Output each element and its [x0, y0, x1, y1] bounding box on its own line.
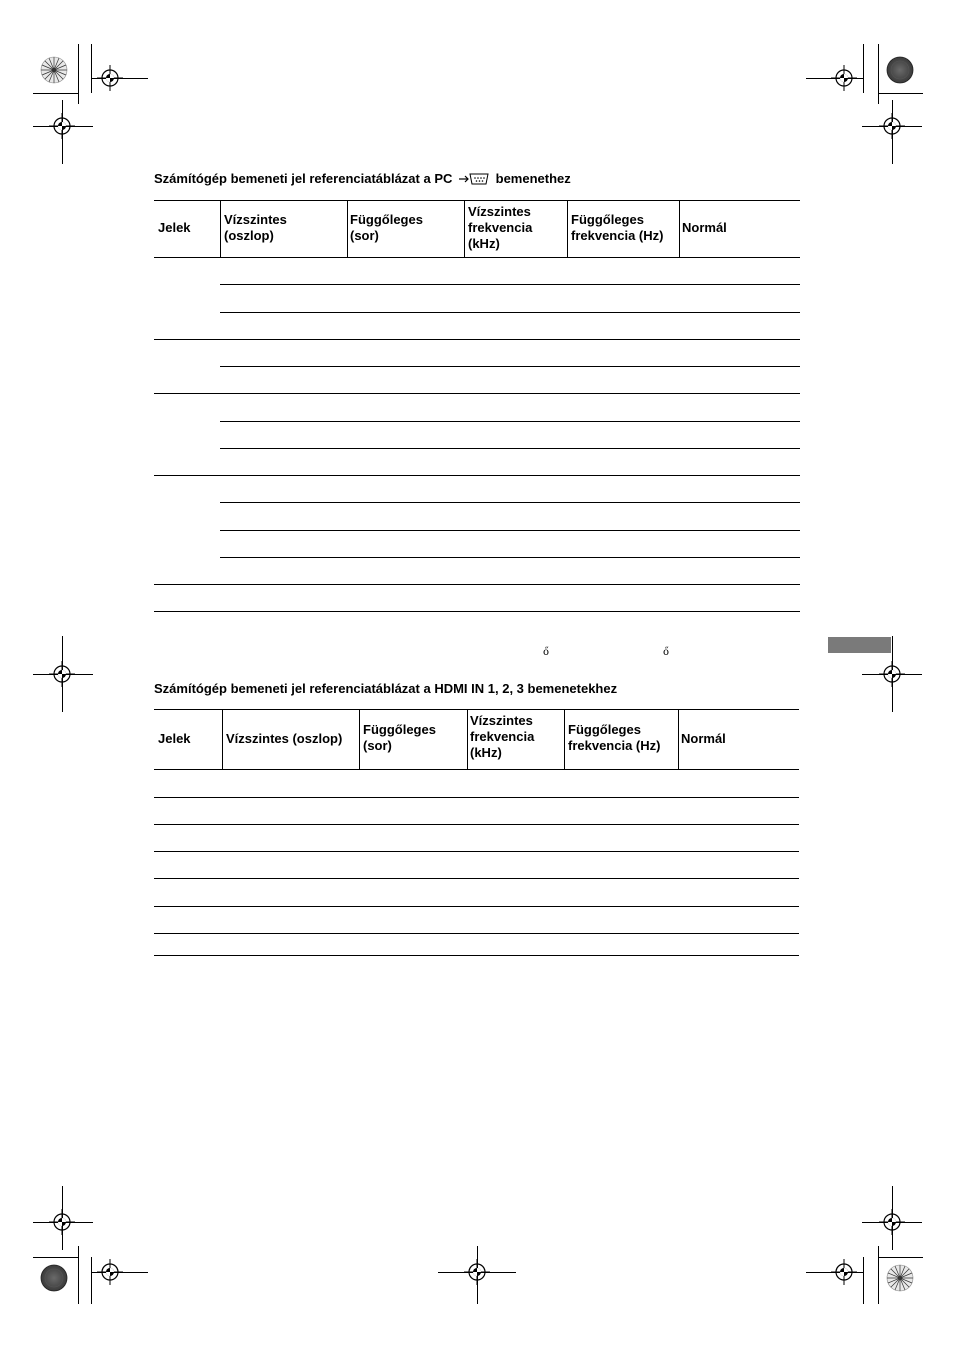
table-rule [154, 955, 799, 956]
table-rule [464, 200, 465, 257]
table-rule [347, 200, 348, 257]
table-rule [222, 709, 223, 769]
table-rule [220, 502, 800, 503]
crop-line [33, 1257, 78, 1258]
table-rule [154, 257, 800, 258]
table-rule [220, 530, 800, 531]
pc-title-suffix: bemenethez [495, 171, 571, 186]
table-rule [154, 393, 800, 394]
table-rule [220, 421, 800, 422]
crop-line [78, 1246, 79, 1304]
col-header-horizontal: Vízszintes (oszlop) [224, 212, 287, 243]
table-rule [154, 878, 799, 879]
table-rule [154, 709, 799, 710]
registration-mark-icon [879, 113, 905, 139]
table-rule [679, 200, 680, 257]
registration-mark-icon [879, 1209, 905, 1235]
table-rule [154, 933, 799, 934]
table-rule [154, 769, 799, 770]
color-disc-mark-icon [40, 1264, 68, 1292]
table-rule [220, 366, 800, 367]
crop-line [91, 44, 92, 93]
starburst-mark-icon [40, 56, 68, 84]
crop-line [33, 93, 78, 94]
col-header-horizontal: Vízszintes (oszlop) [226, 731, 343, 746]
col-header-h-frequency: Vízszintes frekvencia (kHz) [470, 713, 535, 760]
registration-mark-icon [97, 65, 123, 91]
pc-title-text: Számítógép bemeneti jel referenciatáblázat a PC [154, 171, 453, 186]
crop-line [863, 1257, 864, 1304]
col-header-v-frequency: Függőleges frekvencia (Hz) [568, 722, 661, 753]
registration-mark-icon [831, 1259, 857, 1285]
registration-mark-icon [49, 661, 75, 687]
starburst-mark-icon [886, 1264, 914, 1292]
table-rule [567, 200, 568, 257]
table-rule [154, 797, 799, 798]
crop-line [78, 44, 79, 104]
table-rule [154, 611, 800, 612]
registration-mark-icon [49, 113, 75, 139]
footnote-glyph: ő [543, 647, 550, 658]
col-header-standard: Normál [681, 731, 726, 746]
table-rule [220, 200, 221, 257]
crop-line [878, 1257, 923, 1258]
registration-mark-icon [831, 65, 857, 91]
crop-line [91, 1257, 92, 1304]
table-rule [220, 312, 800, 313]
table-rule [154, 475, 800, 476]
table-rule [359, 709, 360, 769]
table-rule [154, 906, 799, 907]
crop-line [878, 93, 923, 94]
table-rule [154, 200, 800, 201]
table-rule [154, 339, 800, 340]
table-rule [154, 851, 799, 852]
registration-mark-icon [49, 1209, 75, 1235]
table-rule [220, 284, 800, 285]
crop-line [878, 44, 879, 104]
table-rule [564, 709, 565, 769]
pc-table-title [154, 171, 571, 186]
table-rule [220, 448, 800, 449]
col-header-h-frequency: Vízszintes frekvencia (kHz) [468, 204, 533, 251]
crop-line [878, 1246, 879, 1304]
registration-mark-icon [879, 661, 905, 687]
col-header-signals: Jelek [158, 731, 191, 746]
table-rule [467, 709, 468, 769]
table-rule [154, 584, 800, 585]
pc-input-icon [459, 172, 489, 186]
col-header-v-frequency: Függőleges frekvencia (Hz) [571, 212, 664, 243]
registration-mark-icon [97, 1259, 123, 1285]
col-header-vertical: Függőleges (sor) [363, 722, 436, 753]
col-header-standard: Normál [682, 220, 727, 235]
footnote-glyph: ő [663, 647, 670, 658]
table-rule [154, 824, 799, 825]
registration-mark-icon [464, 1259, 490, 1285]
color-disc-mark-icon [886, 56, 914, 84]
section-tab [828, 637, 891, 653]
col-header-vertical: Függőleges (sor) [350, 212, 423, 243]
table-rule [220, 557, 800, 558]
col-header-signals: Jelek [158, 220, 191, 235]
hdmi-table-title: Számítógép bemeneti jel referenciatáblázat a HDMI IN 1, 2, 3 bemenetekhez [154, 681, 618, 696]
crop-line [863, 44, 864, 93]
table-rule [678, 709, 679, 769]
